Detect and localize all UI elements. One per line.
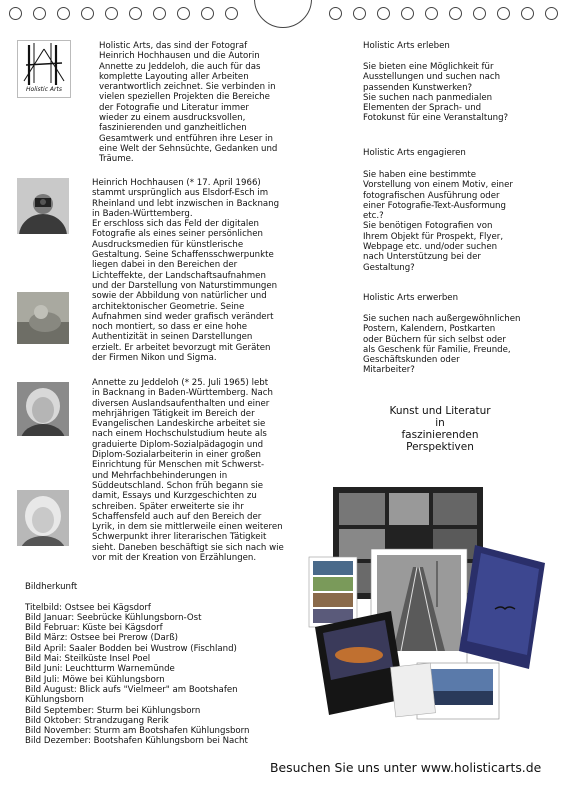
- website-footer: Besuchen Sie uns unter www.holisticarts.de: [270, 760, 542, 775]
- binding-hole: [201, 7, 214, 20]
- binding-hole: [473, 7, 486, 20]
- heading-engagieren: Holistic Arts engagieren: [363, 148, 466, 158]
- photo-annette-zu-jeddeloh: [17, 382, 69, 436]
- intro-text: Holistic Arts, das sind der Fotograf Heinrich Hochhausen und die Autorin Annette zu Jeddeloh, die auch für das komplette Layouting aller Arbeiten verantwortlich zeichnet. Sie verbinden in vielen speziellen Projekten die Bereiche der Fotografie und Literatur immer wieder zu einem ausdrucksvollen, faszinierenden und ganzheitlichen Gesamtwerk und entführen ihre Leser in eine Welt der Sehnsüchte, Gedanken und Träume.: [99, 41, 278, 165]
- text-engagieren: Sie haben eine bestimmte Vorstellung von einem Motiv, einer fotografischen Ausführung oder einer Fotografie-Text-Ausformung etc.? Sie benötigen Fotografien von Ihrem Objekt für Prospekt, Flyer, Webpage etc. und/oder suchen nach Unterstützung bei der Gestaltung?: [363, 170, 513, 273]
- bio-annette: Annette zu Jeddeloh (* 25. Juli 1965) lebt in Backnang in Baden-Württemberg. Nach diversen Auslandsaufenthalten und einer mehrjährigen Tätigkeit im Bereich der Evangelischen Landeskirche arbeitet sie nach einem Hochschulstudium heute als graduierte Diplom-Sozialpädagogin und Diplom-Sozialarbeiterin in einer großen Einrichtung für Menschen mit Schwerst- und Mehrfachbehinderungen in Süddeutschland. Schon früh begann sie damit, Essays und Kurzgeschichten zu schreiben. Später erweiterte sie ihr Schaffensfeld auch auf den Bereich der Lyrik, in dem sie mittlerweile einen weiteren Schwerpunkt ihrer literarischen Tätigkeit sieht. Daneben beschäftigt sie sich nach wie vor mit der Kreation von Erzählungen.: [92, 378, 284, 564]
- binding-hole: [177, 7, 190, 20]
- hanger-notch: [254, 0, 312, 28]
- binding-hole: [129, 7, 142, 20]
- bio-heinrich: Heinrich Hochhausen (* 17. April 1966) stammt ursprünglich aus Elsdorf-Esch im Rheinland und lebt inzwischen in Backnang in Baden-Württemberg. Er erschloss sich das Feld der digitalen Fotografie als eines seiner persönlichen Ausdrucksmedien für künstlerische Gestaltung. Seine Schaffensschwerpunkte liegen dabei in den Bereichen der Lichteffekte, der Landschaftsaufnahmen und der Darstellung von Naturstimmungen sowie der Abbildung von natürlicher und architektonischer Geometrie. Seine Aufnahmen sind weder grafisch verändert noch montiert, so dass er eine hohe Authentizität in seinen Darstellungen erzielt. Er arbeitet bevorzugt mit Geräten der Firmen Nikon und Sigma.: [92, 178, 280, 364]
- binding-hole: [33, 7, 46, 20]
- binding-hole: [105, 7, 118, 20]
- binding-hole: [225, 7, 238, 20]
- product-collage: [305, 487, 551, 722]
- binding-hole: [425, 7, 438, 20]
- binding-hole: [401, 7, 414, 20]
- image-credits: Bildherkunft Titelbild: Ostsee bei Kägsdorf Bild Januar: Seebrücke Kühlungsborn-Ost Bild Februar: Küste bei Kägsdorf Bild März: Ostsee bei Prerow (Darß) Bild April: Saaler Bodden bei Wustrow (Fischland) Bild Mai: Steilküste Insel Poel Bild Juni: Leuchtturm Warnemünde Bild Juli: Möwe bei Kühlungsborn Bild August: Blick aufs "Vielmeer" am Bootshafen Kühlungsborn Bild September: Sturm bei Kühlungsborn Bild Oktober: Strandzugang Rerik Bild November: Sturm am Bootshafen Kühlungsborn Bild Dezember: Bootshafen Kühlungsborn bei Nacht: [25, 582, 250, 747]
- photo-landscape: [17, 292, 69, 344]
- binding-hole: [497, 7, 510, 20]
- binding-hole: [329, 7, 342, 20]
- text-erwerben: Sie suchen nach außergewöhnlichen Postern, Kalendern, Postkarten oder Büchern für sich selbst oder als Geschenk für Familie, Freunde, Geschäftskunden oder Mitarbeiter?: [363, 314, 521, 376]
- binding-hole: [545, 7, 558, 20]
- holistic-arts-logo: [17, 40, 71, 98]
- text-erleben: Sie bieten eine Möglichkeit für Ausstellungen und suchen nach passenden Kunstwerken? Sie suchen nach panmedialen Elementen der Sprach- und Fotokunst für eine Veranstaltung?: [363, 62, 509, 124]
- binding-hole: [353, 7, 366, 20]
- heading-erwerben: Holistic Arts erwerben: [363, 293, 459, 303]
- binding-hole: [377, 7, 390, 20]
- photo-heinrich-hochhausen: [17, 178, 69, 234]
- slogan: Kunst und Literatur in faszinierenden Perspektiven: [389, 405, 491, 453]
- heading-erleben: Holistic Arts erleben: [363, 41, 450, 51]
- binding-hole: [153, 7, 166, 20]
- logo-text: Holistic Arts: [26, 86, 62, 93]
- binding-hole: [521, 7, 534, 20]
- photo-portrait: [17, 490, 69, 546]
- binding-hole: [57, 7, 70, 20]
- binding-hole: [81, 7, 94, 20]
- binding-hole: [449, 7, 462, 20]
- binding-hole: [9, 7, 22, 20]
